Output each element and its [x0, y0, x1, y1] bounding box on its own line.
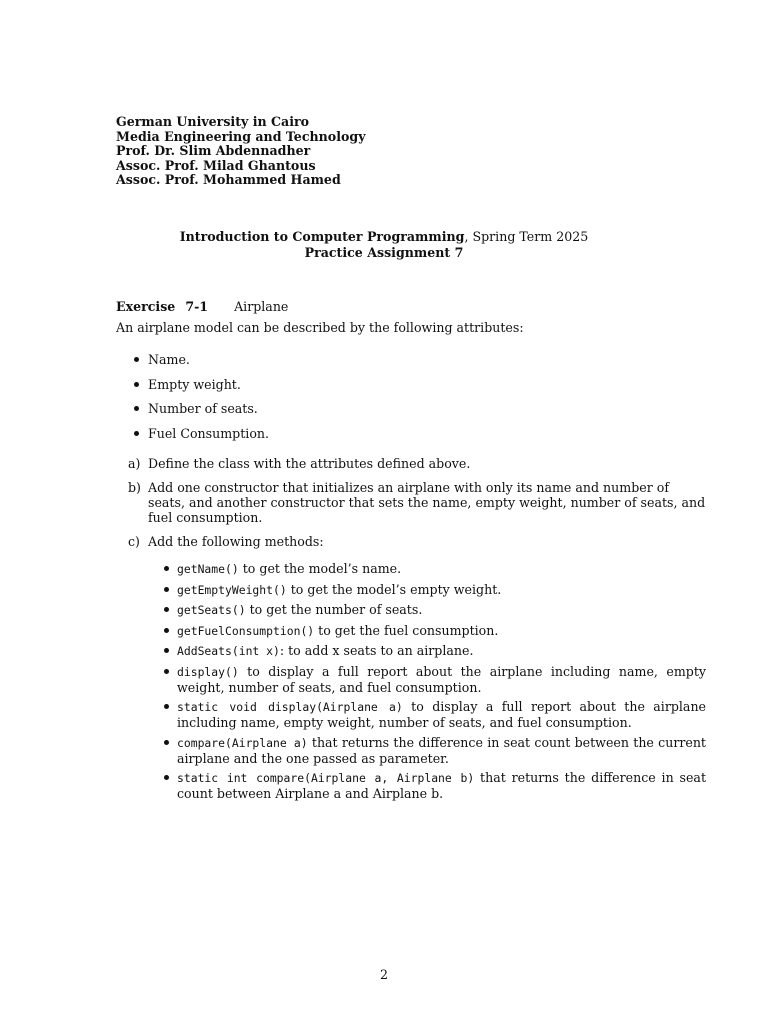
list-item	[164, 735, 706, 766]
part-text: Define the class with the attributes defined above.	[148, 456, 471, 471]
exercise-parts	[116, 456, 706, 810]
bullet-icon	[164, 587, 169, 592]
part-label: c)	[128, 534, 140, 549]
bullet-icon	[164, 775, 169, 780]
document-page: German University in Cairo Media Engineering and Technology Prof. Dr. Slim Abdennadher Assoc. Prof. Milad Ghantous Assoc. Prof. Mohammed Hamed Introduction to Computer Programming, Spring Term 2025 Practice Assignment 7 Exercise 7-1 Airplane An airplane model can be described by the following attributes: Name. Empty weight. Number of seats. Fuel Consumption. a) Define the class with the attributes defined above. b) Add one constructor that initializes an airplane with only its name and number of seats, and another constructor that sets the name, empty weight, number of seats, and fuel consumption. c) Add the following methods: getName() to get the model’s name. getEmptyWeight() to get the model’s empty weight. getSeats() to get the number of seats. getFuelConsumption() to get the fuel consumption. AddSeats(int x): to add x seats to an airplane. display() to display a full report about the airplane including name, empty weight, number of seats, and fuel consumption. static void display(Airplane a) to display a full report about the airplane including name, empty weight, number of seats, and fuel consumption. compare(Airplane a) that returns the difference in seat count between the current airplane and the one passed as parameter. static int compare(Airplane a, Airplane b) that returns the difference in seat count between Airplane a and Airplane b. 2	[0, 0, 768, 1024]
bullet-icon	[164, 704, 169, 709]
method-description: that returns the difference in seat count between the current airplane and the one passed as parameter.	[177, 734, 706, 766]
part-a	[116, 456, 706, 471]
bullet-icon	[164, 648, 169, 653]
bullet-icon	[164, 566, 169, 571]
list-item	[164, 602, 706, 618]
bullet-icon	[134, 406, 139, 411]
exercise-name: Airplane	[234, 299, 289, 314]
method-signature: static void display(Airplane a)	[177, 700, 403, 714]
part-b	[116, 480, 706, 525]
title-block	[0, 229, 768, 260]
method-description: to get the model’s name.	[238, 561, 402, 576]
bullet-icon	[164, 607, 169, 612]
course-term: , Spring Term 2025	[464, 229, 589, 244]
bullet-icon	[134, 431, 139, 436]
method-signature: getEmptyWeight()	[177, 582, 287, 597]
method-signature: compare(Airplane a)	[177, 735, 308, 750]
course-title-line	[0, 229, 768, 245]
method-description: to get the number of seats.	[245, 602, 423, 617]
bullet-icon	[134, 357, 139, 362]
page-number: 2	[379, 967, 388, 982]
method-description: to display a full report about the airplane including name, empty weight, number of seats, and fuel consumption.	[177, 699, 707, 730]
part-text: Add the following methods:	[148, 534, 324, 549]
method-signature: AddSeats(int x)	[177, 644, 280, 658]
header-professor-1: Prof. Dr. Slim Abdennadher	[116, 143, 311, 159]
institution-header	[116, 115, 366, 188]
part-label: a)	[128, 456, 141, 471]
list-item	[164, 561, 706, 577]
method-signature: getFuelConsumption()	[177, 623, 315, 638]
method-description: : to add x seats to an airplane.	[279, 643, 474, 658]
course-title: Introduction to Computer Programming	[179, 229, 465, 244]
assignment-title: Practice Assignment 7	[304, 244, 464, 260]
method-signature: display()	[177, 664, 239, 679]
header-professor-2: Assoc. Prof. Milad Ghantous	[116, 157, 316, 173]
list-item	[164, 643, 706, 659]
method-list	[148, 561, 706, 801]
list-item	[164, 699, 706, 730]
part-c	[116, 534, 706, 801]
method-description: that returns the difference in seat count between Airplane a and Airplane b.	[177, 770, 707, 801]
header-university: German University in Cairo	[116, 114, 310, 129]
list-item	[164, 582, 706, 598]
list-item	[164, 770, 706, 801]
bullet-icon	[134, 382, 139, 387]
method-signature: static int compare(Airplane a, Airplane b)	[177, 771, 475, 785]
bullet-icon	[164, 628, 169, 633]
method-signature: getName()	[177, 562, 239, 576]
exercise-intro: An airplane model can be described by the following attributes:	[116, 320, 524, 335]
method-description: to get the model’s empty weight.	[286, 581, 502, 597]
header-professor-3: Assoc. Prof. Mohammed Hamed	[116, 172, 341, 188]
bullet-icon	[164, 669, 169, 674]
exercise-heading	[116, 299, 288, 314]
header-faculty: Media Engineering and Technology	[116, 128, 366, 144]
part-text: Add one constructor that initializes an airplane with only its name and number of seats, and another constructor that sets the name, empty weight, number of seats, and fuel consumption.	[148, 480, 706, 525]
method-signature: getSeats()	[177, 603, 246, 617]
list-item	[164, 623, 706, 639]
exercise-label: Exercise	[116, 299, 176, 314]
method-description: to get the fuel consumption.	[314, 622, 499, 638]
list-item	[164, 664, 706, 695]
exercise-number: 7-1	[185, 299, 209, 314]
part-label: b)	[128, 480, 141, 495]
method-description: to display a full report about the airplane including name, empty weight, number of seats, and fuel consumption.	[177, 663, 706, 695]
bullet-icon	[164, 740, 169, 745]
